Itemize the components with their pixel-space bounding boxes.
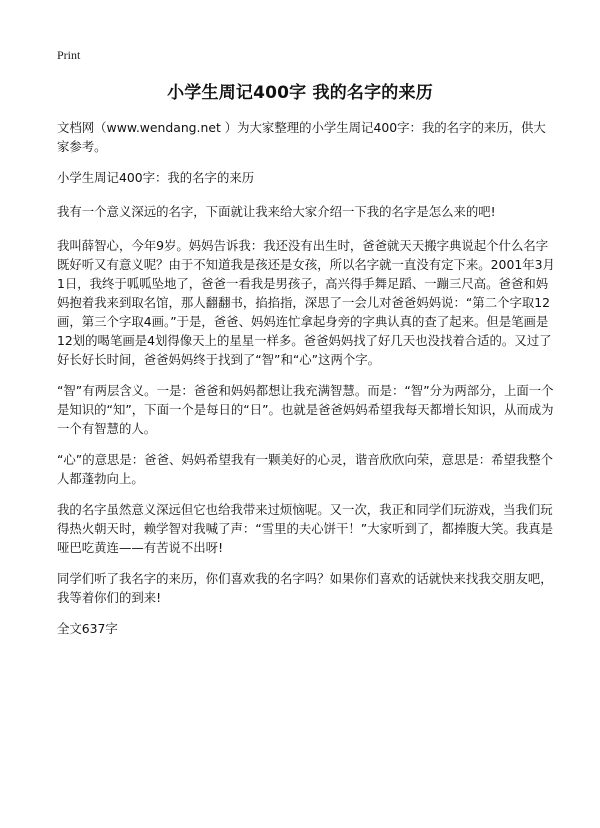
trouble-paragraph: 我的名字虽然意义深远但它也给我带来过烦恼呢。又一次，我正和同学们玩游戏，当我们玩得热火朝天时，赖学智对我喊了声：“雪里的夫心饼干！”大家听到了，都捧腹大笑。我真是哑巴吃黄连——有苦说不出呀! [57,502,554,555]
closing-paragraph: 同学们听了我名字的来历，你们喜欢我的名字吗？如果你们喜欢的话就快来找我交朋友吧，我等着你们的到来! [57,571,553,605]
story-paragraph: 我叫薛智心，今年9岁。妈妈告诉我：我还没有出生时，爸爸就天天搬字典说起个什么名字既好听又有意义呢？由于不知道我是孩还是女孩，所以名字就一直没有定下来。2001年3月1日，我终于呱呱坠地了，爸爸一看我是男孩子，高兴得手舞足蹈、一蹦三尺高。爸爸和妈妈抱着我来到取名馆，那人翻翻书，掐掐指，深思了一会儿对爸爸妈妈说：“第二个字取12画，第三个字取4画。”于是，爸爸、妈妈连忙拿起身旁的字典认真的查了起来。但是笔画是12划的喝笔画是4划得像天上的星星一样多。爸爸妈妈找了好几天也没找着合适的。又过了好长好长时间，爸爸妈妈终于找到了“智”和“心”这两个字。 [57,238,555,367]
word-count: 全文637字 [57,621,118,636]
document-title: 小学生周记400字 我的名字的来历 [167,83,433,103]
print-label: Print [57,48,81,62]
subtitle-paragraph: 小学生周记400字：我的名字的来历 [57,170,255,185]
opening-paragraph: 我有一个意义深远的名字，下面就让我来给大家介绍一下我的名字是怎么来的吧! [57,204,496,219]
zhi-meaning-paragraph: “智”有两层含义。一是：爸爸和妈妈都想让我充满智慧。而是：“智”分为两部分，上面一个是知识的“知”，下面一个是每日的“日”。也就是爸爸妈妈希望我每天都增长知识，从而成为一个有智慧的人。 [57,383,554,436]
intro-paragraph: 文档网（www.wendang.net ）为大家整理的小学生周记400字：我的名字的来历，供大家参考。 [57,120,546,154]
document-body [57,118,555,650]
xin-meaning-paragraph: “心”的意思是：爸爸、妈妈希望我有一颗美好的心灵，谐音欣欣向荣，意思是：希望我整个人都蓬勃向上。 [57,452,554,486]
